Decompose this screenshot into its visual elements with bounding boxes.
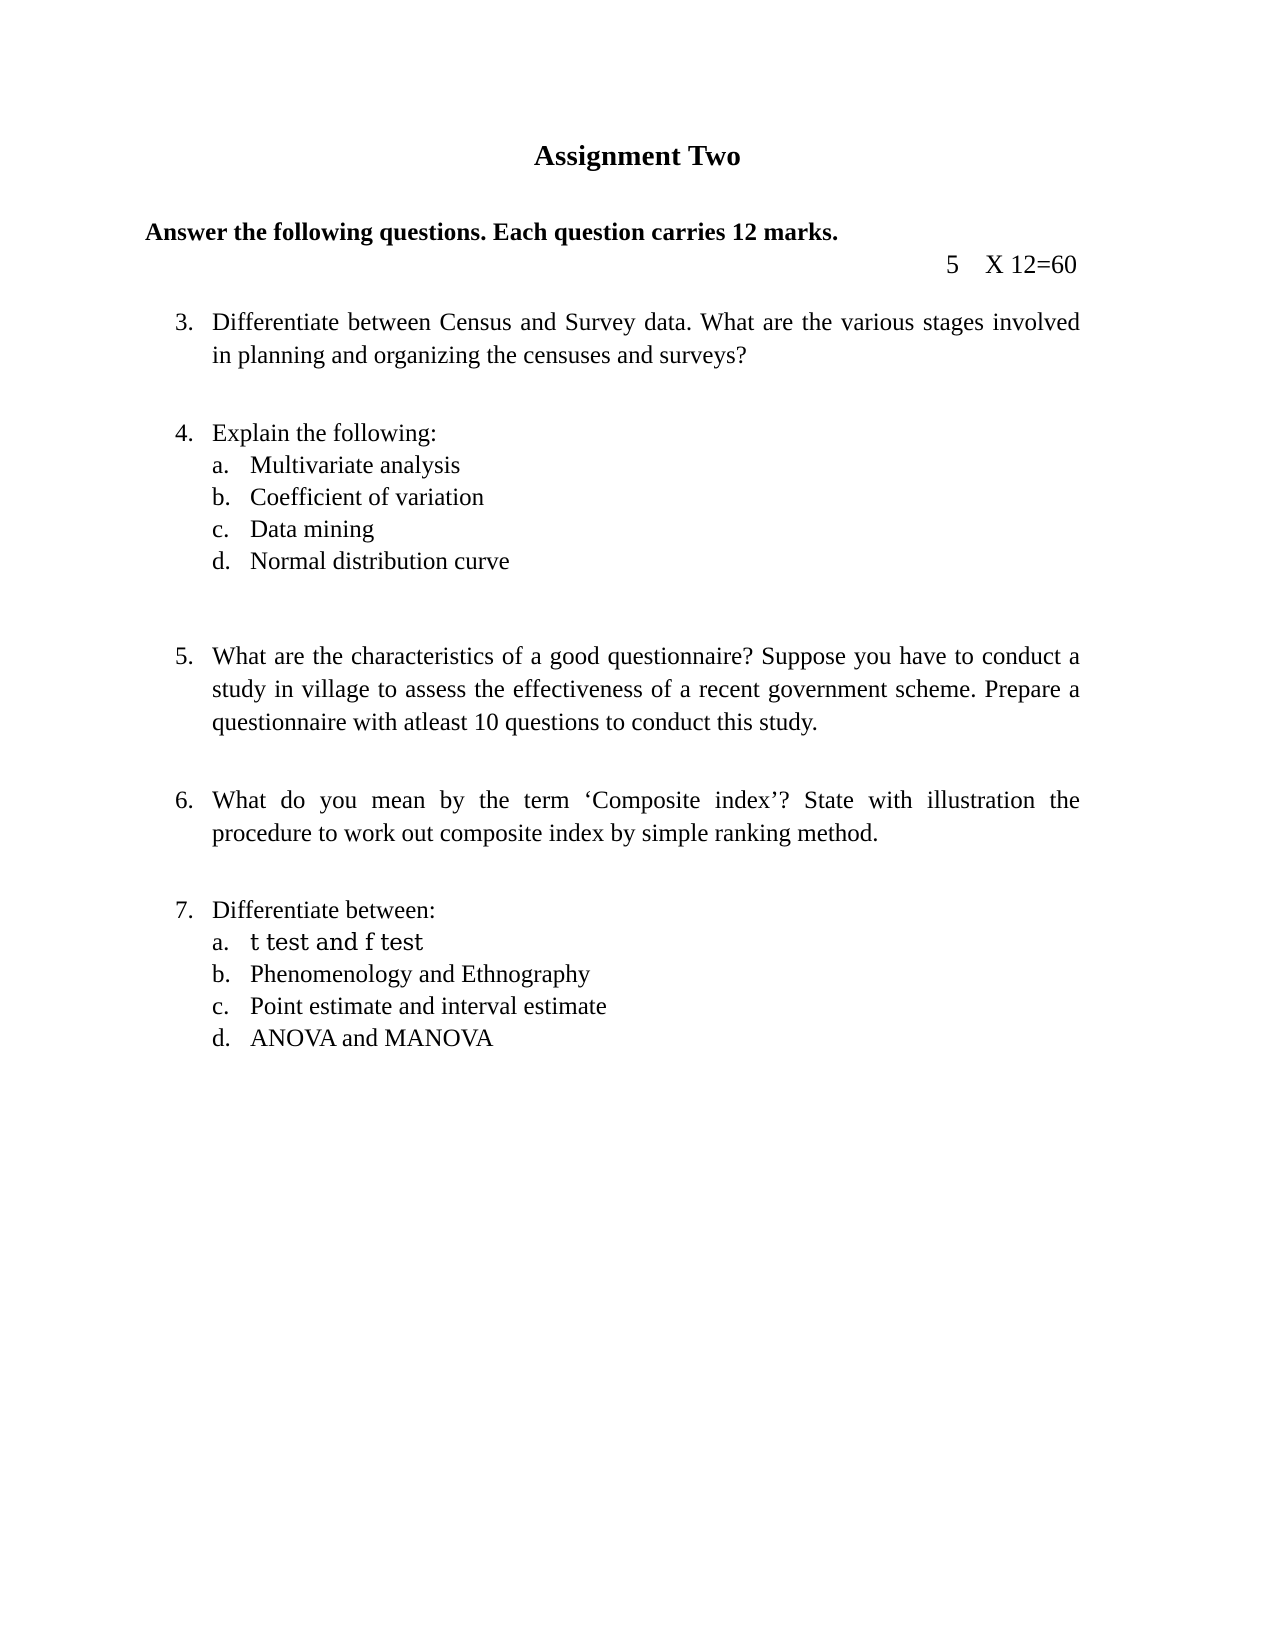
- sub-item-marker: d.: [212, 547, 231, 575]
- question-text: Explain the following:: [212, 419, 437, 447]
- sub-item-label: Normal distribution curve: [250, 547, 510, 575]
- marks-note: 5 X 12=60: [946, 250, 1077, 279]
- spacer: [0, 578, 1275, 640]
- sub-item: [212, 1023, 1080, 1055]
- spacer: [0, 850, 1275, 894]
- sub-item-label: Multivariate analysis: [250, 451, 461, 479]
- page-title: Assignment Two: [533, 140, 742, 172]
- sub-item-marker: a.: [212, 929, 230, 957]
- question-number: 4.: [175, 419, 194, 447]
- question-item: [0, 640, 1275, 740]
- question-text: Differentiate between Census and Survey data. What are the various stages involved in planning and organizing the censuses and surveys?: [212, 309, 1080, 370]
- sub-item-list: [212, 927, 1080, 1055]
- sub-item-label: t test and f test: [250, 930, 423, 957]
- question-text: What do you mean by the term ‘Composite index’? State with illustration the procedure to work out composite index by simple ranking method.: [212, 786, 1080, 847]
- sub-item: [212, 959, 1080, 991]
- sub-item: [212, 991, 1080, 1023]
- sub-item-marker: b.: [212, 961, 231, 989]
- sub-item-list: [212, 450, 1080, 578]
- sub-item-label: Data mining: [250, 515, 375, 543]
- question-item: [0, 784, 1275, 851]
- sub-item: [212, 546, 1080, 578]
- question-item: [0, 417, 1275, 578]
- question-item: [0, 894, 1275, 1055]
- sub-item-marker: b.: [212, 483, 231, 511]
- spacer: [0, 740, 1275, 784]
- sub-item-label: Coefficient of variation: [250, 483, 485, 511]
- sub-item-marker: c.: [212, 515, 230, 543]
- question-number: 6.: [175, 786, 194, 814]
- question-list: [0, 306, 1275, 1055]
- sub-item-marker: a.: [212, 451, 230, 479]
- question-number: 3.: [175, 309, 194, 336]
- sub-item: [212, 450, 1080, 482]
- question-text: Differentiate between:: [212, 897, 436, 924]
- sub-item-label: ANOVA and MANOVA: [250, 1025, 494, 1053]
- instruction-line: Answer the following questions. Each question carries 12 marks.: [145, 219, 839, 246]
- spacer: [0, 373, 1275, 417]
- sub-item: [212, 927, 1080, 959]
- sub-item-marker: d.: [212, 1025, 231, 1053]
- sub-item: [212, 514, 1080, 546]
- question-number: 7.: [175, 897, 194, 924]
- sub-item-marker: c.: [212, 993, 230, 1021]
- sub-item-label: Phenomenology and Ethnography: [250, 961, 591, 989]
- sub-item: [212, 482, 1080, 514]
- question-text: What are the characteristics of a good questionnaire? Suppose you have to conduct a study in village to assess the effectiveness of a recent government scheme. Prepare a questionnaire with atleast 10 questions to conduct this study.: [212, 642, 1080, 737]
- question-item: [0, 306, 1275, 373]
- sub-item-label: Point estimate and interval estimate: [250, 993, 607, 1021]
- question-number: 5.: [175, 642, 194, 670]
